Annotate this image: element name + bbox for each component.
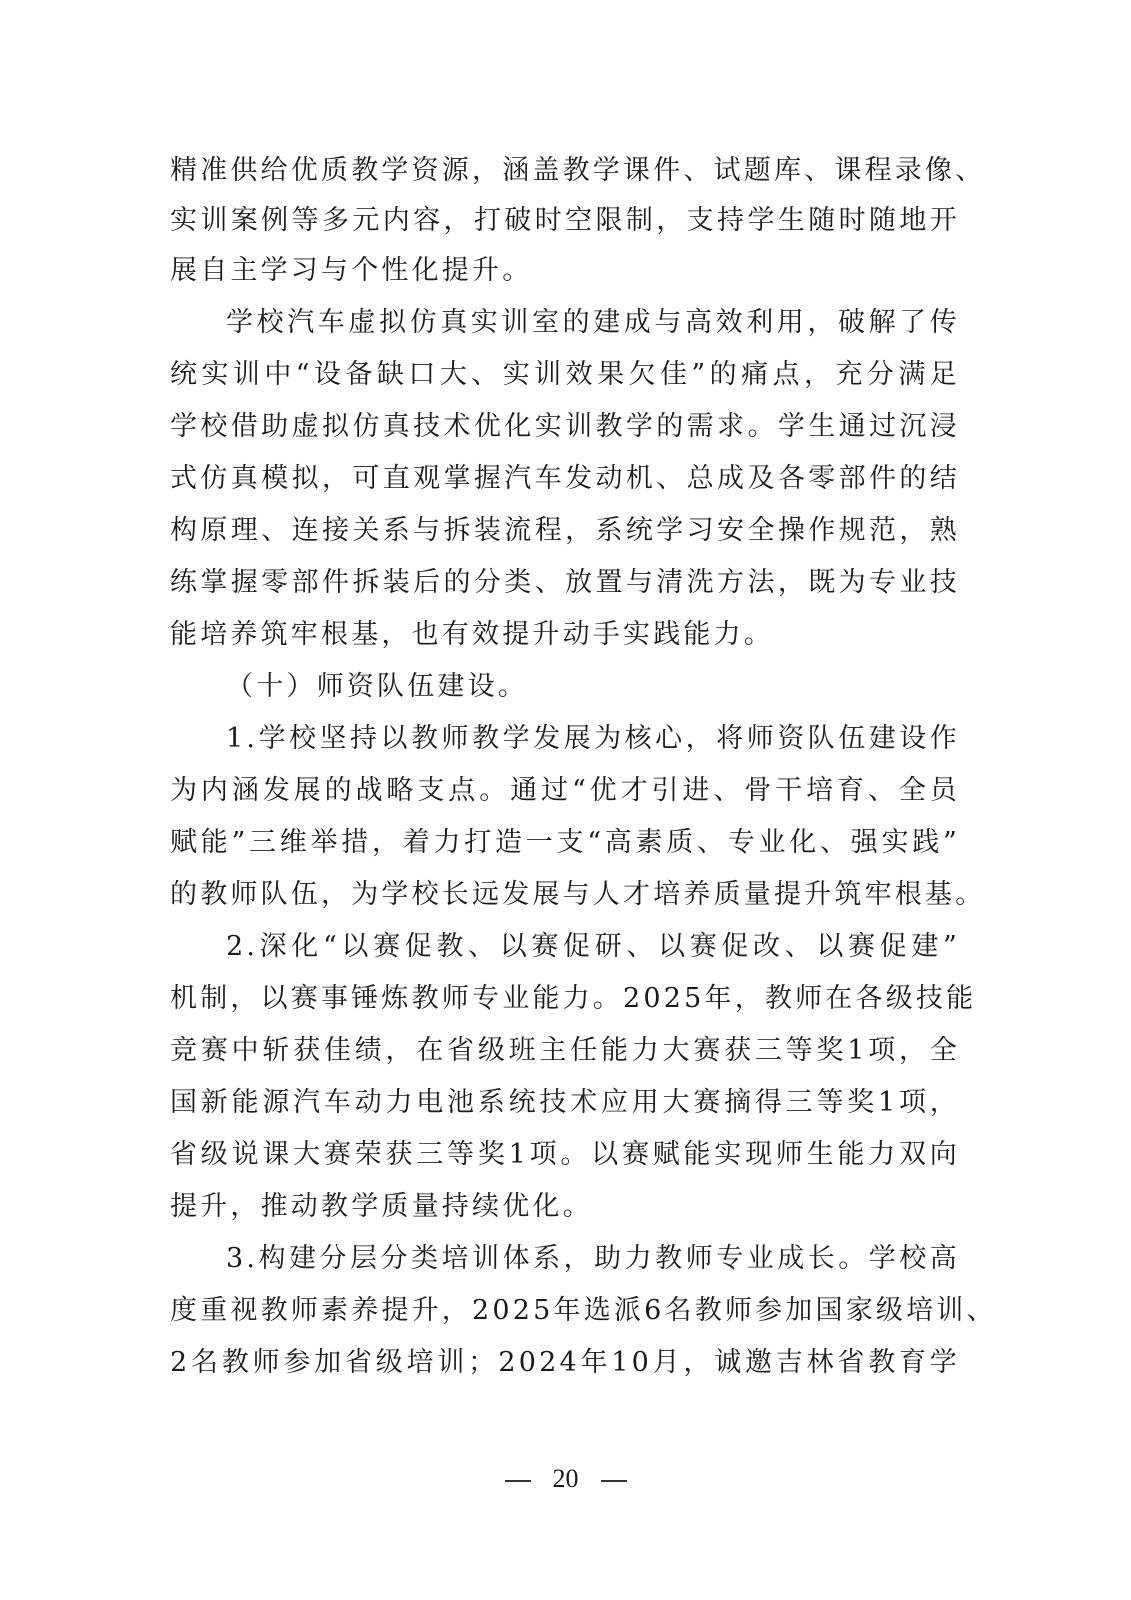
- paragraph-line: 提升，推动教学质量持续优化。: [170, 1191, 593, 1222]
- paragraph-line: 国新能源汽车动力电池系统技术应用大赛摘得三等奖1项，: [170, 1087, 960, 1118]
- paragraph-line: 度重视教师素养提升，2025年选派6名教师参加国家级培训、: [170, 1295, 997, 1326]
- paragraph-line: 学校借助虚拟仿真技术优化实训教学的需求。学生通过沉浸: [170, 411, 960, 442]
- paragraph-first-line: （十）师资队伍建设。: [226, 671, 528, 702]
- page-number-dash-right: [601, 1480, 627, 1482]
- paragraph-line: 省级说课大赛荣获三等奖1项。以赛赋能实现师生能力双向: [170, 1139, 960, 1170]
- paragraph-first-line: 2.深化“以赛促教、以赛促研、以赛促改、以赛促建”: [226, 931, 960, 962]
- paragraph-line: 实训案例等多元内容，打破时空限制，支持学生随时随地开: [170, 205, 960, 236]
- paragraph-line: 的教师队伍，为学校长远发展与人才培养质量提升筑牢根基。: [170, 879, 986, 910]
- paragraph-line: 机制，以赛事锤炼教师专业能力。2025年，教师在各级技能: [170, 983, 977, 1014]
- paragraph-line: 竞赛中斩获佳绩，在省级班主任能力大赛获三等奖1项，全: [170, 1035, 960, 1066]
- paragraph-first-line: 3.构建分层分类培训体系，助力教师专业成长。学校高: [226, 1243, 960, 1274]
- paragraph-line: 构原理、连接关系与拆装流程，系统学习安全操作规范，熟: [170, 515, 960, 546]
- paragraph-line: 统实训中“设备缺口大、实训效果欠佳”的痛点，充分满足: [170, 359, 960, 390]
- paragraph-first-line: 学校汽车虚拟仿真实训室的建成与高效利用，破解了传: [226, 307, 960, 338]
- paragraph-line: 练掌握零部件拆装后的分类、放置与清洗方法，既为专业技: [170, 567, 960, 598]
- page-footer: [0, 1463, 1131, 1495]
- paragraph-line: 展自主学习与个性化提升。: [170, 255, 533, 286]
- paragraph-line: 精准供给优质教学资源，涵盖教学课件、试题库、课程录像、: [170, 155, 986, 186]
- paragraph-line: 式仿真模拟，可直观掌握汽车发动机、总成及各零部件的结: [170, 463, 960, 494]
- paragraph-first-line: 1.学校坚持以教师教学发展为核心，将师资队伍建设作: [226, 723, 960, 754]
- page-number: 20: [552, 1464, 579, 1493]
- paragraph-line: 赋能”三维举措，着力打造一支“高素质、专业化、强实践”: [170, 827, 960, 858]
- paragraph-line: 为内涵发展的战略支点。通过“优才引进、骨干培育、全员: [170, 775, 960, 806]
- paragraph-line: 2名教师参加省级培训；2024年10月，诚邀吉林省教育学: [170, 1347, 960, 1378]
- paragraph-line: 能培养筑牢根基，也有效提升动手实践能力。: [170, 619, 774, 650]
- page-number-dash-left: [505, 1480, 531, 1482]
